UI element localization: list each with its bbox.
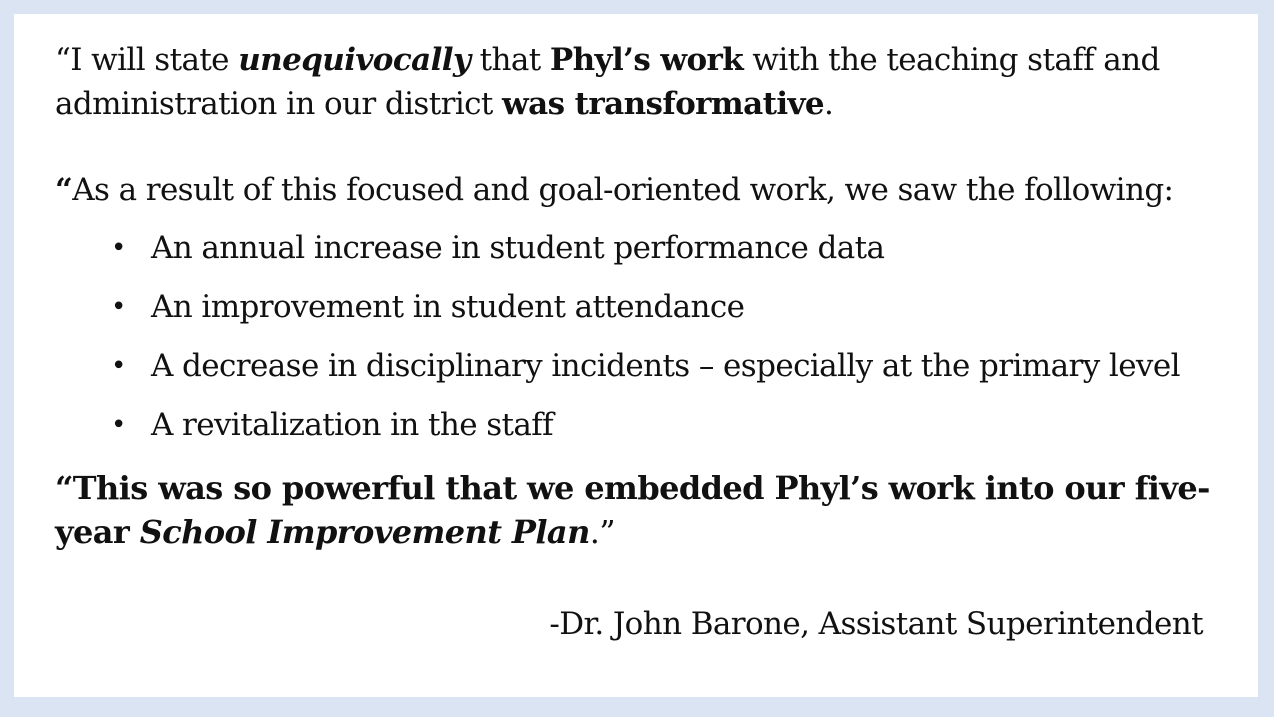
quote1-emphasis-phyls-work: Phyl’s work (549, 42, 744, 78)
quote-paragraph-3 (55, 466, 1215, 554)
quote3-text: “This was so powerful that we embedded Phyl’s work into our five-year (55, 469, 1210, 551)
bullet-icon: • (111, 351, 126, 381)
quote-paragraph-1 (55, 38, 1215, 126)
list-item-text: An annual increase in student performance data (151, 230, 885, 266)
list-item (55, 226, 1215, 270)
quote1-emphasis-transformative: was transformative (502, 86, 825, 122)
quote2-intro: As a result of this focused and goal-oriented work, we saw the following: (72, 172, 1174, 208)
list-item (55, 344, 1215, 388)
list-item (55, 403, 1215, 447)
list-item-text: An improvement in student attendance (151, 289, 745, 325)
quote-paragraph-2 (55, 168, 1215, 212)
quote1-text-3: with the teaching staff and administration in our district (55, 42, 1160, 122)
list-item (55, 285, 1215, 329)
quote3-emphasis-plan: School Improvement Plan (139, 513, 590, 551)
quote-card (14, 14, 1258, 697)
quote1-close: . (824, 86, 834, 122)
results-list (55, 226, 1215, 447)
bullet-icon: • (111, 410, 126, 440)
quote1-open: “I will state (55, 42, 239, 78)
quote1-emphasis-unequivocally: unequivocally (238, 42, 471, 78)
quote3-close: .” (589, 513, 616, 551)
quote1-text-2: that (470, 42, 550, 78)
list-item-text: A revitalization in the staff (151, 407, 554, 443)
list-item-text: A decrease in disciplinary incidents – especially at the primary level (151, 348, 1180, 384)
bullet-icon: • (111, 292, 126, 322)
testimonial (55, 38, 1215, 646)
quote2-open-mark: “ (55, 172, 73, 208)
bullet-icon: • (111, 233, 126, 263)
attribution: -Dr. John Barone, Assistant Superintendent (549, 606, 1203, 642)
